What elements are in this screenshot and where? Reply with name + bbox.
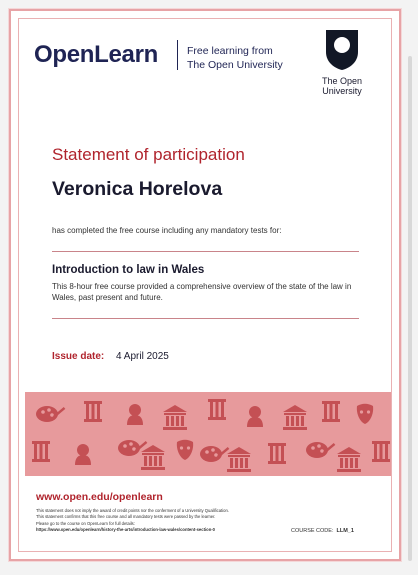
tagline-line2: The Open University [187, 59, 283, 71]
legal-disclaimer: This statement does not imply the award of credit points nor the conferment of a University Qualification. This statement confirms that this free course and all mandatory tests were passed by the learner. Please go to the course on OpenLearn for full details: https://www.open.edu/openlearn/history-the-arts/introduction-law-wales/content-section-0 [36, 508, 229, 532]
divider-bottom [52, 318, 359, 319]
openlearn-logo: OpenLearn [34, 41, 158, 68]
issue-date-label: Issue date: [52, 351, 105, 362]
course-code-value: LLM_1 [336, 528, 354, 534]
statement-heading: Statement of participation [52, 145, 245, 164]
logo-divider [177, 40, 178, 70]
decorative-pattern-band [25, 392, 391, 476]
recipient-name: Veronica Horelova [52, 178, 223, 200]
issue-date-value: 4 April 2025 [116, 351, 169, 362]
tagline [187, 44, 283, 72]
tagline-line1: Free learning from [187, 45, 273, 57]
scrollbar[interactable] [408, 56, 412, 561]
course-code [291, 528, 354, 534]
open-university-name: The Open University [321, 76, 363, 96]
course-title: Introduction to law in Wales [52, 264, 205, 276]
open-university-shield-icon [324, 30, 360, 70]
divider-top [52, 251, 359, 252]
openlearn-url[interactable]: www.open.edu/openlearn [36, 491, 163, 503]
course-description: This 8-hour free course provided a comprehensive overview of the state of the law in Wales, past present and future. [52, 282, 352, 302]
completion-text: has completed the free course including any mandatory tests for: [52, 226, 282, 235]
open-university-logo [318, 30, 366, 96]
course-code-label: COURSE CODE: [291, 528, 334, 534]
course-link[interactable]: https://www.open.edu/openlearn/history-the-arts/introduction-law-wales/content-section-0 [36, 526, 215, 532]
